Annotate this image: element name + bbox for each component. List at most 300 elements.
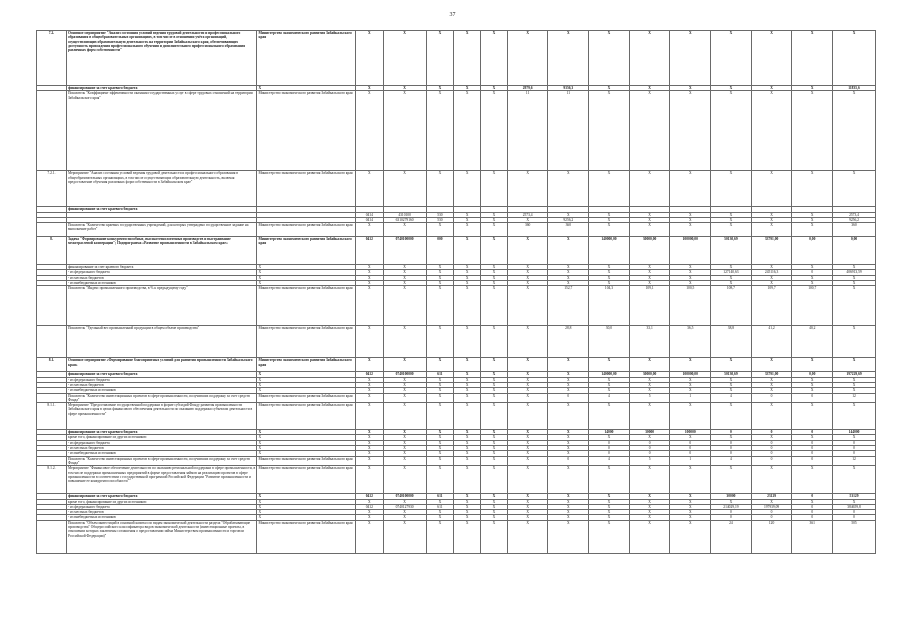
value-cell: 0	[589, 451, 630, 456]
row-name-cell: - из федерального бюджета	[66, 270, 256, 275]
value-cell: Х	[383, 86, 426, 91]
value-cell: 505	[833, 520, 876, 553]
value-cell: Х	[548, 466, 589, 494]
row-name-cell: - из федерального бюджета	[66, 377, 256, 382]
row-name-cell: - из местных бюджетов	[66, 275, 256, 280]
value-cell: Х	[355, 326, 383, 358]
value-cell: Х	[383, 403, 426, 430]
table-row	[37, 403, 876, 430]
value-cell: Х	[507, 515, 548, 520]
value-cell: Х	[548, 270, 589, 275]
value-cell: 0	[792, 451, 833, 456]
value-cell: Х	[454, 456, 481, 466]
value-cell: Х	[454, 212, 481, 217]
value-cell: 2573,4	[507, 212, 548, 217]
value-cell: Х	[481, 393, 508, 403]
value-cell: 360	[507, 223, 548, 237]
value-cell: 0	[833, 440, 876, 445]
value-cell: Х	[792, 212, 833, 217]
row-name-cell: Основное мероприятие «Формирование благоприятных условий для развития промышленности Забайкальского края»	[66, 358, 256, 372]
table-row	[37, 466, 876, 494]
table-row	[37, 237, 876, 265]
value-cell: Х	[383, 281, 426, 286]
value-cell: Х	[355, 86, 383, 91]
row-name-cell: Мероприятие "Финансовое обеспечение деятельности по оказанию региональной поддержки в сфере промышленности, в том числе поддержки промышленных предприятий в форме предоставления займов на реализацию проектов в сфере промышленности в соответствии с государственной программой Российской Федерации "Развитие промышленности и повышение ее конкурентоспособности""	[66, 466, 256, 494]
value-cell: Х	[670, 377, 711, 382]
executor-cell: Х	[257, 377, 355, 382]
value-cell: Х	[481, 91, 508, 171]
value-cell: 104,3	[589, 286, 630, 326]
value-cell: Х	[548, 504, 589, 509]
value-cell: Х	[481, 275, 508, 280]
value-cell: Х	[629, 504, 670, 509]
value-cell: Х	[670, 171, 711, 207]
value-cell: Х	[629, 217, 670, 222]
value-cell: Х	[751, 223, 792, 237]
value-cell: Х	[507, 358, 548, 372]
executor-cell: Х	[257, 451, 355, 456]
value-cell: 0740100000	[383, 494, 426, 499]
value-cell: 53129	[833, 494, 876, 499]
value-cell: Х	[481, 435, 508, 440]
value-cell: Х	[426, 466, 454, 494]
row-name-cell: Показатель "Количество инвестиционных проектов в сфере промышленности, получивших поддержку за счет средств Фонда"	[66, 393, 256, 403]
value-cell: Х	[355, 446, 383, 451]
value-cell: Х	[426, 430, 454, 435]
executor-cell: Министерство экономического развития Забайкальского края	[257, 91, 355, 171]
value-cell: Х	[792, 499, 833, 504]
value-cell: Х	[481, 499, 508, 504]
value-cell: Х	[507, 504, 548, 509]
table-row	[37, 393, 876, 403]
value-cell: Х	[426, 275, 454, 280]
value-cell: Х	[711, 265, 752, 270]
value-cell: Х	[751, 281, 792, 286]
value-cell: Х	[355, 520, 383, 553]
value-cell: 0	[711, 515, 752, 520]
value-cell: Х	[751, 275, 792, 280]
value-cell: Х	[507, 499, 548, 504]
executor-cell: Х	[257, 515, 355, 520]
value-cell: 0	[751, 393, 792, 403]
value-cell: Х	[454, 286, 481, 326]
row-number-cell	[37, 286, 67, 326]
value-cell: Х	[589, 217, 630, 222]
value-cell: Х	[507, 377, 548, 382]
value-cell: Х	[711, 435, 752, 440]
value-cell: 41,2	[751, 326, 792, 358]
value-cell: Х	[355, 286, 383, 326]
value-cell: Х	[507, 393, 548, 403]
value-cell: Х	[792, 466, 833, 494]
row-number-cell	[37, 520, 67, 553]
value-cell: Х	[355, 456, 383, 466]
value-cell: Х	[383, 393, 426, 403]
row-name-cell: финансирование за счет краевого бюджета	[66, 430, 256, 435]
value-cell: Х	[833, 466, 876, 494]
value-cell: Х	[751, 212, 792, 217]
value-cell: Х	[711, 212, 752, 217]
value-cell: Х	[548, 358, 589, 372]
row-name-cell: финансирование за счет краевого бюджета	[66, 86, 256, 91]
value-cell: Х	[507, 466, 548, 494]
value-cell: 120	[751, 520, 792, 553]
value-cell: Х	[629, 270, 670, 275]
value-cell: 23129	[751, 494, 792, 499]
value-cell: Х	[751, 388, 792, 393]
executor-cell: Министерство экономического развития Забайкальского края	[257, 520, 355, 553]
value-cell: 0	[711, 446, 752, 451]
value-cell: Х	[833, 171, 876, 207]
value-cell: Х	[792, 275, 833, 280]
value-cell: 5	[629, 456, 670, 466]
value-cell: Х	[481, 466, 508, 494]
value-cell: 9256,2	[833, 217, 876, 222]
value-cell: Х	[629, 265, 670, 270]
value-cell: 197939,09	[751, 504, 792, 509]
value-cell: 0	[751, 430, 792, 435]
value-cell: Х	[383, 382, 426, 387]
value-cell: Х	[711, 31, 752, 86]
value-cell: Х	[426, 377, 454, 382]
value-cell: 214029,19	[711, 504, 752, 509]
value-cell: 0,00	[833, 237, 876, 265]
value-cell: Х	[711, 281, 752, 286]
table-row	[37, 326, 876, 358]
value-cell: 0414	[355, 212, 383, 217]
value-cell: Х	[481, 456, 508, 466]
value-cell: 361	[792, 520, 833, 553]
value-cell: Х	[589, 466, 630, 494]
row-name-cell: финансирование за счет краевого бюджета	[66, 494, 256, 499]
value-cell: Х	[629, 494, 670, 499]
value-cell: Х	[383, 451, 426, 456]
row-name-cell: Основное мероприятие "Анализ состояния условий ведения трудовой деятельности и профессионального образования в общеобразовательных организациях, в том числе в отношении учёта организаций, осуществляющих образовательную деятельность на территории Забайкальского края, обеспечивающих доступность прохождения профессионального обучения и дополнительного профессионального образования различных форм собственности"	[66, 31, 256, 86]
value-cell: 6310279160	[383, 217, 426, 222]
value-cell: Х	[589, 377, 630, 382]
value-cell: Х	[454, 237, 481, 265]
value-cell: Х	[670, 217, 711, 222]
value-cell: 30000	[711, 494, 752, 499]
value-cell: Х	[383, 91, 426, 171]
row-name-cell: Мероприятие "Анализ состояния условий ведения трудовой деятельности и профессионального образования в общеобразовательных организациях, в том числе осуществляющих образовательную деятельность, включая предоставление обучения различных форм собственности в Забайкальском крае"	[66, 171, 256, 207]
value-cell: Х	[792, 388, 833, 393]
value-cell: Х	[670, 499, 711, 504]
value-cell: Х	[454, 91, 481, 171]
value-cell: Х	[629, 435, 670, 440]
value-cell: Х	[507, 270, 548, 275]
value-cell: Х	[454, 382, 481, 387]
value-cell: Х	[454, 217, 481, 222]
value-cell: Х	[589, 171, 630, 207]
value-cell: Х	[481, 212, 508, 217]
value-cell: Х	[629, 377, 670, 382]
value-cell: Х	[548, 451, 589, 456]
value-cell: 100000,00	[670, 237, 711, 265]
value-cell: Х	[548, 446, 589, 451]
value-cell: 0	[751, 510, 792, 515]
value-cell: 0	[792, 515, 833, 520]
value-cell: 4	[711, 393, 752, 403]
value-cell: 30000,00	[629, 237, 670, 265]
value-cell: 611	[426, 504, 454, 509]
value-cell: Х	[751, 358, 792, 372]
value-cell: Х	[507, 275, 548, 280]
value-cell: Х	[670, 281, 711, 286]
value-cell: 12	[833, 456, 876, 466]
value-cell: Х	[426, 31, 454, 86]
value-cell: Х	[383, 430, 426, 435]
value-cell: Х	[629, 86, 670, 91]
value-cell: Х	[454, 388, 481, 393]
value-cell: Х	[670, 212, 711, 217]
value-cell: Х	[589, 515, 630, 520]
value-cell: Х	[355, 377, 383, 382]
value-cell: Х	[481, 430, 508, 435]
value-cell: Х	[670, 510, 711, 515]
value-cell: 4	[711, 456, 752, 466]
value-cell: 0	[792, 510, 833, 515]
value-cell: Х	[355, 265, 383, 270]
executor-cell: Х	[257, 499, 355, 504]
value-cell: Х	[629, 223, 670, 237]
value-cell: 360	[833, 223, 876, 237]
value-cell: Х	[548, 494, 589, 499]
value-cell: Х	[355, 393, 383, 403]
value-cell: Х	[507, 237, 548, 265]
row-name-cell: Показатель "Количество инвестиционных проектов в сфере промышленности, получивших поддержку за счет средств Фонда"	[66, 456, 256, 466]
value-cell: 11	[548, 91, 589, 171]
value-cell: Х	[670, 265, 711, 270]
value-cell: 0	[833, 446, 876, 451]
value-cell: 0	[548, 456, 589, 466]
value-cell: Х	[355, 510, 383, 515]
value-cell: Х	[792, 217, 833, 222]
value-cell: Х	[751, 217, 792, 222]
row-name-cell: - из внебюджетных источников	[66, 388, 256, 393]
value-cell: Х	[426, 270, 454, 275]
value-cell: 30000,00	[629, 372, 670, 377]
value-cell: Х	[751, 86, 792, 91]
value-cell: 140000,00	[589, 237, 630, 265]
value-cell: Х	[548, 520, 589, 553]
value-cell: Х	[383, 358, 426, 372]
value-cell: 611	[426, 372, 454, 377]
row-name-cell: финансирование за счет краевого бюджета	[66, 265, 256, 270]
value-cell: Х	[355, 440, 383, 445]
value-cell: Х	[833, 377, 876, 382]
value-cell: Х	[454, 440, 481, 445]
value-cell: Х	[355, 499, 383, 504]
value-cell: 0	[629, 446, 670, 451]
value-cell: 0740100000	[383, 237, 426, 265]
value-cell: 0412	[355, 372, 383, 377]
value-cell: Х	[548, 377, 589, 382]
value-cell: Х	[751, 31, 792, 86]
value-cell: Х	[711, 358, 752, 372]
value-cell: 0	[792, 494, 833, 499]
value-cell: 0	[670, 451, 711, 456]
value-cell: Х	[507, 388, 548, 393]
value-cell: Х	[833, 382, 876, 387]
row-number-cell: 7.2.1.	[37, 171, 67, 207]
value-cell: 0412	[355, 237, 383, 265]
value-cell: 0	[792, 393, 833, 403]
value-cell: Х	[751, 466, 792, 494]
value-cell: Х	[507, 265, 548, 270]
value-cell: Х	[629, 358, 670, 372]
value-cell: 38,8	[711, 326, 752, 358]
value-cell: Х	[355, 451, 383, 456]
row-name-cell: - из внебюджетных источников	[66, 451, 256, 456]
value-cell: 0	[670, 440, 711, 445]
row-number-cell	[37, 223, 67, 237]
value-cell: Х	[355, 382, 383, 387]
value-cell: Х	[454, 515, 481, 520]
row-number-cell: 8.1.	[37, 358, 67, 372]
value-cell: Х	[711, 223, 752, 237]
value-cell: 0	[629, 440, 670, 445]
value-cell: Х	[355, 31, 383, 86]
row-name-cell: кроме того, финансирование из других источников:	[66, 499, 256, 504]
value-cell: 109,1	[629, 286, 670, 326]
value-cell: Х	[454, 446, 481, 451]
value-cell: 40,2	[792, 326, 833, 358]
row-name-cell: Показатель "Индекс промышленного производства, в % к предыдущему году"	[66, 286, 256, 326]
value-cell: Х	[355, 223, 383, 237]
value-cell: Х	[711, 217, 752, 222]
table-row	[37, 520, 876, 553]
value-cell: Х	[426, 223, 454, 237]
value-cell: Х	[426, 515, 454, 520]
value-cell: 0	[792, 446, 833, 451]
value-cell: 360	[548, 223, 589, 237]
value-cell: Х	[751, 91, 792, 171]
value-cell: 0414	[355, 217, 383, 222]
row-number-cell: 8.1.2.	[37, 466, 67, 494]
value-cell: Х	[383, 265, 426, 270]
value-cell: Х	[383, 440, 426, 445]
table-row	[37, 223, 876, 237]
value-cell: Х	[711, 275, 752, 280]
value-cell: Х	[507, 435, 548, 440]
value-cell: Х	[751, 265, 792, 270]
value-cell: Х	[833, 265, 876, 270]
row-name-cell: Показатель "Коэффициент эффективности оказания государственных услуг в сфере трудовых отношений на территории Забайкальского края"	[66, 91, 256, 171]
value-cell: 0	[751, 515, 792, 520]
value-cell: Х	[481, 358, 508, 372]
value-cell: 0	[833, 451, 876, 456]
value-cell: 0	[711, 451, 752, 456]
value-cell: Х	[548, 237, 589, 265]
value-cell: Х	[589, 520, 630, 553]
value-cell: 0	[711, 440, 752, 445]
value-cell: Х	[670, 275, 711, 280]
value-cell: Х	[355, 388, 383, 393]
value-cell: Х	[355, 171, 383, 207]
value-cell: Х	[383, 286, 426, 326]
value-cell: Х	[426, 403, 454, 430]
value-cell: 0	[589, 440, 630, 445]
value-cell: Х	[481, 286, 508, 326]
executor-cell: Х	[257, 265, 355, 270]
executor-cell: Х	[257, 504, 355, 509]
value-cell: Х	[589, 86, 630, 91]
executor-cell: Х	[257, 435, 355, 440]
value-cell: Х	[426, 451, 454, 456]
value-cell: Х	[589, 504, 630, 509]
value-cell: Х	[670, 382, 711, 387]
value-cell: Х	[507, 446, 548, 451]
value-cell: Х	[589, 499, 630, 504]
value-cell: 197229,69	[833, 372, 876, 377]
value-cell: Х	[589, 494, 630, 499]
row-name-cell: - из внебюджетных источников	[66, 515, 256, 520]
value-cell: Х	[383, 520, 426, 553]
value-cell: Х	[383, 510, 426, 515]
value-cell: Х	[507, 440, 548, 445]
value-cell: Х	[383, 223, 426, 237]
value-cell: 0	[589, 446, 630, 451]
value-cell: Х	[751, 499, 792, 504]
value-cell: Х	[670, 435, 711, 440]
value-cell: 50130,69	[711, 372, 752, 377]
value-cell: Х	[383, 275, 426, 280]
value-cell: Х	[548, 403, 589, 430]
value-cell: Х	[481, 494, 508, 499]
value-cell: 100000,00	[670, 372, 711, 377]
value-cell: Х	[589, 403, 630, 430]
value-cell: Х	[426, 91, 454, 171]
value-cell: Х	[383, 270, 426, 275]
value-cell: Х	[507, 326, 548, 358]
value-cell: Х	[629, 91, 670, 171]
value-cell: Х	[383, 31, 426, 86]
value-cell: Х	[589, 275, 630, 280]
value-cell: Х	[383, 435, 426, 440]
row-number-cell	[37, 456, 67, 466]
value-cell: Х	[454, 499, 481, 504]
value-cell: Х	[481, 403, 508, 430]
executor-cell: Министерство экономического развития Забайкальского края	[257, 223, 355, 237]
value-cell: Х	[792, 377, 833, 382]
value-cell: Х	[589, 91, 630, 171]
value-cell: Х	[383, 326, 426, 358]
value-cell: Х	[355, 270, 383, 275]
value-cell: Х	[454, 171, 481, 207]
value-cell: Х	[383, 515, 426, 520]
value-cell: Х	[507, 281, 548, 286]
value-cell: Х	[355, 515, 383, 520]
value-cell: Х	[629, 466, 670, 494]
value-cell: Х	[454, 265, 481, 270]
value-cell: Х	[454, 275, 481, 280]
table-row	[37, 31, 876, 86]
value-cell: Х	[454, 504, 481, 509]
value-cell: Х	[481, 451, 508, 456]
value-cell: Х	[751, 403, 792, 430]
value-cell: Х	[383, 499, 426, 504]
value-cell: 140000,00	[589, 372, 630, 377]
value-cell: Х	[833, 91, 876, 171]
value-cell: Х	[507, 430, 548, 435]
value-cell: 14000	[589, 430, 630, 435]
value-cell: Х	[454, 403, 481, 430]
value-cell: 4310100	[383, 212, 426, 217]
value-cell: Х	[833, 281, 876, 286]
value-cell: Х	[426, 393, 454, 403]
value-cell: 0	[548, 393, 589, 403]
